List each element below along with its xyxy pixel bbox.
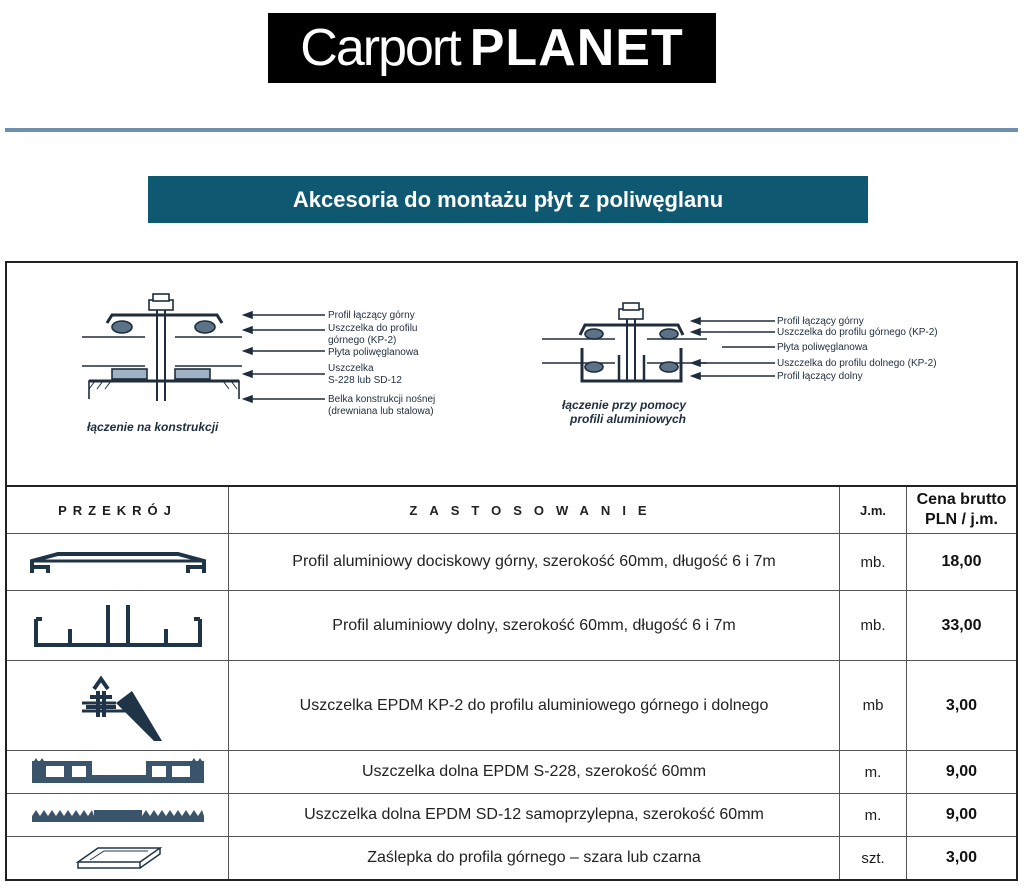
left-mounting-diagram — [82, 294, 325, 402]
table-header-row — [7, 487, 1016, 534]
sd12-gasket-section-icon — [28, 804, 208, 826]
left-label-2: Uszczelka do profilu — [328, 323, 418, 334]
right-label-5: Profil łączący dolny — [777, 371, 863, 382]
price-table — [5, 485, 1018, 881]
brand-logo — [268, 13, 716, 83]
row-description: Profil aluminiowy dociskowy górny, szerokość 60mm, długość 6 i 7m — [229, 534, 840, 590]
row-price: 3,00 — [945, 849, 978, 866]
row-unit: szt. — [840, 837, 907, 879]
right-label-2: Uszczelka do profilu górnego (KP-2) — [777, 327, 938, 338]
left-label-3: górnego (KP-2) — [328, 335, 397, 346]
left-label-4: Płyta poliwęglanowa — [328, 347, 419, 358]
row-unit: mb — [840, 661, 907, 750]
header-section: PRZEKRÓJ — [7, 487, 229, 533]
row-unit: mb. — [840, 591, 907, 660]
table-row — [7, 534, 1016, 591]
right-label-4: Uszczelka do profilu dolnego (KP-2) — [777, 358, 937, 369]
header-price — [907, 487, 1016, 533]
left-label-1: Profil łączący górny — [328, 310, 415, 321]
header-price-line2: PLN / j.m. — [925, 511, 998, 528]
left-label-5: Uszczelka — [328, 363, 374, 374]
row-price: 18,00 — [941, 553, 982, 570]
left-caption: łączenie na konstrukcji — [87, 420, 219, 434]
row-price: 3,00 — [945, 696, 978, 714]
header-usage: ZASTOSOWANIE — [229, 487, 840, 533]
right-label-3: Płyta poliwęglanowa — [777, 342, 868, 353]
mounting-diagrams-drawing — [7, 263, 1016, 487]
bottom-profile-section-icon — [28, 599, 208, 653]
row-description: Profil aluminiowy dolny, szerokość 60mm, długość 6 i 7m — [229, 591, 840, 660]
table-row — [7, 661, 1016, 751]
table-row — [7, 837, 1016, 879]
row-unit: m. — [840, 794, 907, 836]
row-description: Zaślepka do profila górnego – szara lub czarna — [229, 837, 840, 879]
logo-text-carport: Carport — [300, 19, 460, 77]
row-unit: m. — [840, 751, 907, 793]
row-description: Uszczelka EPDM KP-2 do profilu aluminiowego górnego i dolnego — [229, 661, 840, 750]
row-price: 9,00 — [945, 763, 978, 780]
s228-gasket-section-icon — [28, 757, 208, 787]
table-row — [7, 591, 1016, 661]
header-divider — [5, 128, 1018, 132]
table-row — [7, 751, 1016, 794]
left-label-7: Belka konstrukcji nośnej — [328, 394, 436, 405]
header-unit: J.m. — [840, 487, 907, 533]
page-title-banner — [148, 176, 868, 223]
page-title: Akcesoria do montażu płyt z poliwęglanu — [292, 186, 724, 212]
row-unit: mb. — [840, 534, 907, 590]
left-label-8: (drewniana lub stalowa) — [328, 406, 434, 417]
row-description: Uszczelka dolna EPDM SD-12 samoprzylepna, szerokość 60mm — [229, 794, 840, 836]
table-row — [7, 794, 1016, 837]
right-caption-line1: łączenie przy pomocy — [562, 398, 687, 412]
header-price-line1: Cena brutto — [916, 491, 1007, 508]
right-label-1: Profil łączący górny — [777, 316, 864, 327]
mounting-diagrams — [5, 261, 1018, 485]
right-caption-line2: profili aluminiowych — [570, 412, 687, 426]
kp2-gasket-section-icon — [68, 667, 168, 745]
row-price: 9,00 — [945, 806, 978, 823]
row-description: Uszczelka dolna EPDM S-228, szerokość 60mm — [229, 751, 840, 793]
left-label-6: S-228 lub SD-12 — [328, 375, 402, 386]
logo-text-planet: PLANET — [469, 19, 684, 77]
end-cap-icon — [68, 840, 168, 876]
right-mounting-diagram — [542, 303, 775, 381]
top-profile-section-icon — [28, 545, 208, 579]
row-price: 33,00 — [941, 616, 982, 634]
